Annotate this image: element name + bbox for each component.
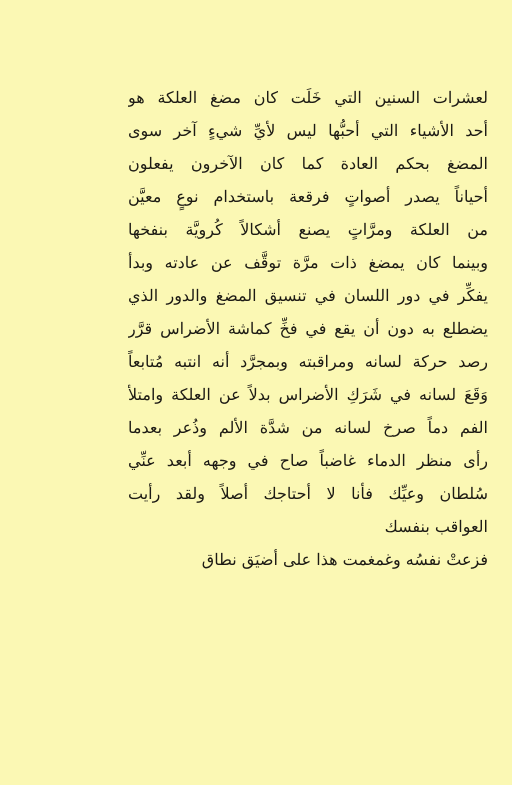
text-line: من العلكة ومرَّاتٍ يصنع أشكالاً كُرويَّة بنفخها	[128, 220, 488, 239]
text-line: فزعتْ نفسُه وغمغمت هذا على أضيَق نطاق	[201, 550, 488, 569]
text-line: لعشرات السنين التي خَلَت كان مضغ العلكة هو	[128, 88, 488, 107]
text-line: رصد حركة لسانه ومراقبته وبمجرَّد أنه انتبه مُتابعاً	[128, 352, 488, 371]
text-line: يفكِّر في دور اللسان في تنسيق المضغ والدور الذي	[128, 286, 488, 305]
text-line: الفم دماً صرخ لسانه من شدَّة الألم وذُعر بعدما	[128, 418, 488, 437]
text-line: وَقَعَ لسانه في شَرَكِ الأضراس بدلاً عن العلكة وامتلأ	[128, 385, 488, 404]
text-line: المضغ بحكم العادة كما كان الآخرون يفعلون	[128, 154, 488, 173]
text-block	[128, 84, 488, 579]
text-line: سُلطان وعيِّك فأنا لا أحتاجك أصلاً ولقد رأيت	[128, 484, 488, 503]
text-line: أحد الأشياء التي أحبُّها ليس لأيِّ شيءٍ آخر سوى	[128, 121, 488, 140]
text-line: رأى منظر الدماء غاضباً صاح في وجهه أبعد عنِّي	[128, 451, 488, 470]
text-line: أحياناً يصدر أصواتٍ فرقعة باستخدام نوعٍ معيَّن	[128, 187, 488, 206]
text-line: يضطلع به دون أن يقع في فخِّ كماشة الأضراس قرَّر	[128, 319, 488, 338]
text-line: العواقب بنفسك	[384, 517, 488, 536]
text-line: وبينما كان يمضغ ذات مرَّة توقَّف عن عادته وبدأ	[128, 253, 488, 272]
